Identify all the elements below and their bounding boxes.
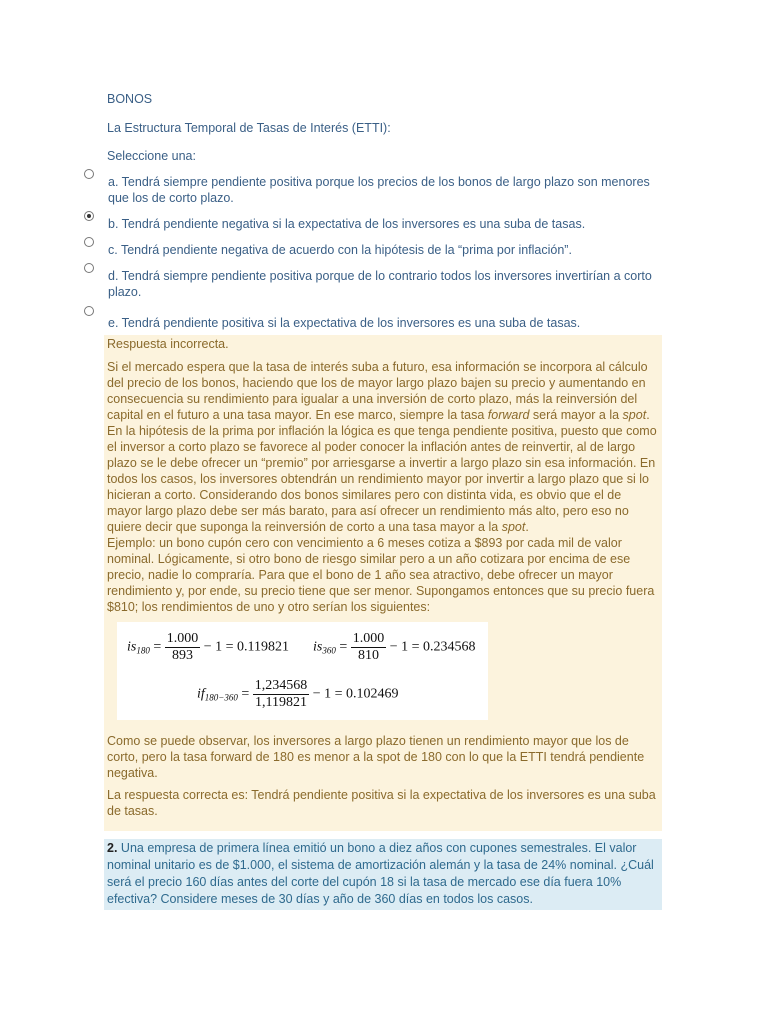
question-2-text: Una empresa de primera línea emitió un bono a diez años con cupones semestrales. El valor nominal unitario es de $1.000, el sistema de amortización alemán y la tasa de 24% nominal. ¿Cuál será el precio 160 días antes del corte del cupón 18 si la tasa de mercado ese día fuera 10% efectiva? Considere meses de 30 días y año de 360 días en todos los casos. bbox=[107, 841, 654, 906]
option-d-radio[interactable] bbox=[84, 263, 94, 273]
option-e-label[interactable]: e. Tendrá pendiente positiva si la expectativa de los inversores es una suba de tasas. bbox=[108, 316, 581, 330]
feedback-result: Respuesta incorrecta. bbox=[107, 337, 229, 351]
question-stem: La Estructura Temporal de Tasas de Interés (ETTI): bbox=[107, 121, 391, 135]
option-a-label[interactable]: a. Tendrá siempre pendiente positiva porque los precios de los bonos de largo plazo son menores que los de corto plazo. bbox=[108, 175, 650, 205]
feedback-correct-answer: La respuesta correcta es: Tendrá pendiente positiva si la expectativa de los inversores es una suba de tasas. bbox=[107, 788, 656, 818]
select-label: Seleccione una: bbox=[107, 149, 196, 163]
formula-image bbox=[117, 622, 488, 720]
question-2 bbox=[104, 839, 662, 910]
option-d-label[interactable]: d. Tendrá siempre pendiente positiva porque de lo contrario todos los inversores invertirían a corto plazo. bbox=[108, 269, 652, 299]
question-2-number: 2. bbox=[107, 841, 118, 855]
feedback-panel bbox=[104, 335, 662, 831]
page-title: BONOS bbox=[107, 92, 153, 106]
option-e-radio[interactable] bbox=[84, 306, 94, 316]
feedback-explanation: Si el mercado espera que la tasa de interés suba a futuro, esa información se incorpora al cálculo del precio de los bonos, haciendo que los de mayor largo plazo bajen su precio y aumentando en consecuencia su rendimiento para igualar a una inversión de corto plazo, más la reinversión del capital en el futuro a una tasa mayor. En ese marco, siempre la tasa forward será mayor a la spot. En la hipótesis de la prima por inflación la lógica es que tenga pendiente positiva, puesto que como el inversor a corto plazo se favorece al poder conocer la inflación antes de reinvertir, al de largo plazo se le debe ofrecer un “premio” por arriesgarse a invertir a largo plazo sin esa información. En todos los casos, los inversores obtendrán un rendimiento mayor por invertir a largo plazo que si lo hicieran a corto. Considerando dos bonos similares pero con distinta vida, es obvio que el de mayor largo plazo debe ser más barato, para así ofrecer un rendimiento más alto, pero eso no quiere decir que suponga la reinversión de corto a una tasa mayor a la spot. bbox=[107, 360, 657, 534]
option-c-radio[interactable] bbox=[84, 237, 94, 247]
option-c-label[interactable]: c. Tendrá pendiente negativa de acuerdo con la hipótesis de la “prima por inflación”. bbox=[108, 243, 572, 257]
formula-if180-360: $if_{180-360}$ = $\frac{1,234568}{1,119821}$ − 1 = 0.102469 bbox=[197, 678, 399, 710]
option-a-radio[interactable] bbox=[84, 169, 94, 179]
feedback-conclusion: Como se puede observar, los inversores a largo plazo tienen un rendimiento mayor que los de corto, pero la tasa forward de 180 es menor a la spot de 180 con lo que la ETTI tendrá pendiente negativa. bbox=[107, 734, 645, 780]
formula-is360: $is_{360}$ = $\frac{1.000}{810}$ − 1 = 0.234568 bbox=[313, 631, 476, 663]
feedback-example: Ejemplo: un bono cupón cero con vencimiento a 6 meses cotiza a $893 por cada mil de valor nominal. Lógicamente, si otro bono de riesgo similar pero a un año cotizara por encima de ese precio, nadie lo compraría. Para que el bono de 1 año sea atractivo, debe ofrecer un mayor rendimiento y, por ende, su precio tiene que ser menor. Supongamos entonces que su precio fuera $810; los rendimientos de uno y otro serían los siguientes: bbox=[107, 536, 655, 614]
option-b-label[interactable]: b. Tendrá pendiente negativa si la expectativa de los inversores es una suba de tasas. bbox=[108, 217, 586, 231]
formula-is180: $is_{180}$ = $\frac{1.000}{893}$ − 1 = 0.119821 bbox=[127, 631, 290, 663]
option-b-radio[interactable] bbox=[84, 211, 94, 221]
